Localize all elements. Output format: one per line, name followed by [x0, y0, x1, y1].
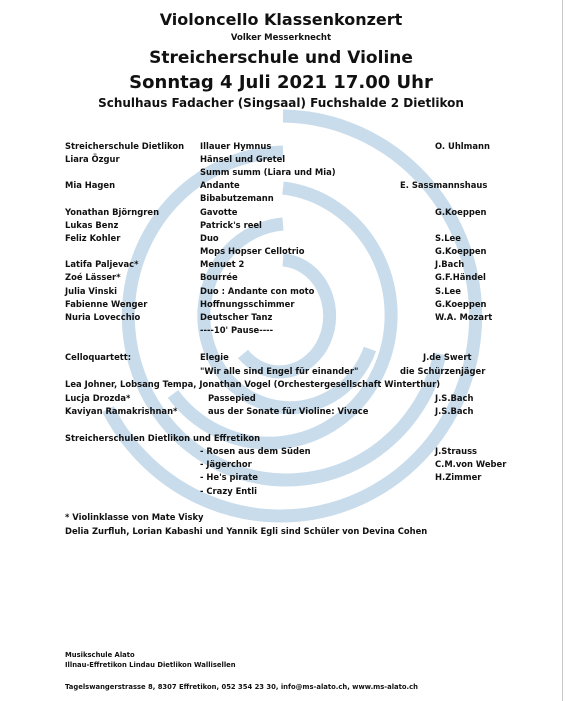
piece: Menuet 2 — [200, 259, 245, 269]
composer: J.S.Bach — [435, 393, 474, 403]
composer: G.F.Händel — [435, 272, 486, 282]
piece: Gavotte — [200, 207, 238, 217]
note: Delia Zurfluh, Lorian Kabashi und Yannik Egli sind Schüler von Devina Cohen — [65, 526, 428, 536]
composer: die Schürzenjäger — [400, 366, 486, 376]
piece: Patrick's reel — [200, 220, 262, 230]
violin-row — [0, 406, 562, 419]
program-row — [0, 272, 562, 285]
performer: Nuria Lovecchio — [65, 312, 141, 322]
piece: Mops Hopser Cellotrio — [200, 246, 305, 256]
composer: J.de Swert — [423, 352, 472, 362]
composer: J.S.Bach — [435, 406, 474, 416]
event-date: Sonntag 4 Juli 2021 17.00 Uhr — [129, 72, 433, 93]
program-row — [0, 141, 562, 154]
members: Lea Johner, Lobsang Tempa, Jonathan Vogel (Orchestergesellschaft Winterthur) — [65, 379, 441, 389]
piece: Elegie — [200, 352, 229, 362]
program-row — [0, 220, 562, 233]
performer: Liara Özgur — [65, 154, 120, 164]
piece: - He's pirate — [200, 472, 258, 482]
quartet-members — [0, 379, 562, 392]
composer: S.Lee — [435, 286, 461, 296]
piece: Illauer Hymnus — [200, 141, 272, 151]
performer: Julia Vinski — [65, 286, 117, 296]
composer: J.Strauss — [435, 446, 478, 456]
ensemble-label-row — [0, 433, 562, 446]
piece: Bourrée — [200, 272, 238, 282]
piece: "Wir alle sind Engel für einander" — [200, 366, 359, 376]
piece: Andante — [200, 180, 240, 190]
ensemble-label: Streicherschulen Dietlikon und Effretikon — [65, 433, 261, 443]
performer: Fabienne Wenger — [65, 299, 148, 309]
note-row — [0, 526, 562, 539]
piece: Deutscher Tanz — [200, 312, 273, 322]
piece: Duo : Andante con moto — [200, 286, 315, 296]
program-row — [0, 193, 562, 206]
composer: J.Bach — [435, 259, 465, 269]
note-row — [0, 512, 562, 525]
teacher-name: Volker Messerknecht — [230, 33, 332, 43]
composer: W.A. Mozart — [435, 312, 493, 322]
composer: G.Koeppen — [435, 246, 487, 256]
performer: Streicherschule Dietlikon — [65, 141, 185, 151]
piece: Bibabutzemann — [200, 193, 274, 203]
composer: C.M.von Weber — [435, 459, 507, 469]
program-row — [0, 259, 562, 272]
composer: G.Koeppen — [435, 299, 487, 309]
program-row — [0, 167, 562, 180]
quartet-label: Celloquartett: — [65, 352, 132, 362]
program-row — [0, 299, 562, 312]
performer: Mia Hagen — [65, 180, 116, 190]
footer-locations: Illnau-Effretikon Lindau Dietlikon Wallisellen — [65, 661, 236, 669]
performer: Kaviyan Ramakrishnan* — [65, 406, 178, 416]
ensemble-row — [0, 472, 562, 485]
composer: S.Lee — [435, 233, 461, 243]
composer: G.Koeppen — [435, 207, 487, 217]
footer-school: Musikschule Alato — [65, 651, 135, 659]
performer: Zoé Lässer* — [65, 272, 121, 282]
performer: Yonathan Björngren — [65, 207, 160, 217]
performer: Lucja Drozda* — [65, 393, 131, 403]
note: * Violinklasse von Mate Visky — [65, 512, 204, 522]
piece: ----10' Pause---- — [200, 325, 274, 335]
composer: O. Uhlmann — [435, 141, 490, 151]
program-row — [0, 286, 562, 299]
program-row — [0, 207, 562, 220]
event-venue: Schulhaus Fadacher (Singsaal) Fuchshalde 2 Dietlikon — [98, 96, 464, 110]
ensemble-row — [0, 459, 562, 472]
composer: E. Sassmannshaus — [400, 180, 488, 190]
piece: - Jägerchor — [200, 459, 252, 469]
intermission — [0, 325, 562, 338]
piece: Summ summ (Liara und Mia) — [200, 167, 336, 177]
footer-contact: Tagelswangerstrasse 8, 8307 Effretikon, 052 354 23 30, info@ms-alato.ch, www.ms-alato.ch — [65, 683, 418, 691]
ensemble-row — [0, 486, 562, 499]
program-row — [0, 180, 562, 193]
quartet-row — [0, 366, 562, 379]
violin-row — [0, 393, 562, 406]
quartet-row — [0, 352, 562, 365]
piece: Hoffnungsschimmer — [200, 299, 295, 309]
piece: Hänsel und Gretel — [200, 154, 286, 164]
ensemble-row — [0, 446, 562, 459]
performer: Latifa Paljevac* — [65, 259, 139, 269]
program-row — [0, 154, 562, 167]
piece: aus der Sonate für Violine: Vivace — [208, 406, 369, 416]
title: Violoncello Klassenkonzert — [159, 10, 403, 29]
program-row — [0, 246, 562, 259]
program-row — [0, 312, 562, 325]
program-row — [0, 233, 562, 246]
performer: Lukas Benz — [65, 220, 119, 230]
piece: Passepied — [208, 393, 256, 403]
piece: Duo — [200, 233, 219, 243]
piece: - Crazy Entli — [200, 486, 257, 496]
performer: Feliz Kohler — [65, 233, 121, 243]
piece: - Rosen aus dem Süden — [200, 446, 311, 456]
subtitle: Streicherschule und Violine — [149, 48, 413, 68]
composer: H.Zimmer — [435, 472, 482, 482]
